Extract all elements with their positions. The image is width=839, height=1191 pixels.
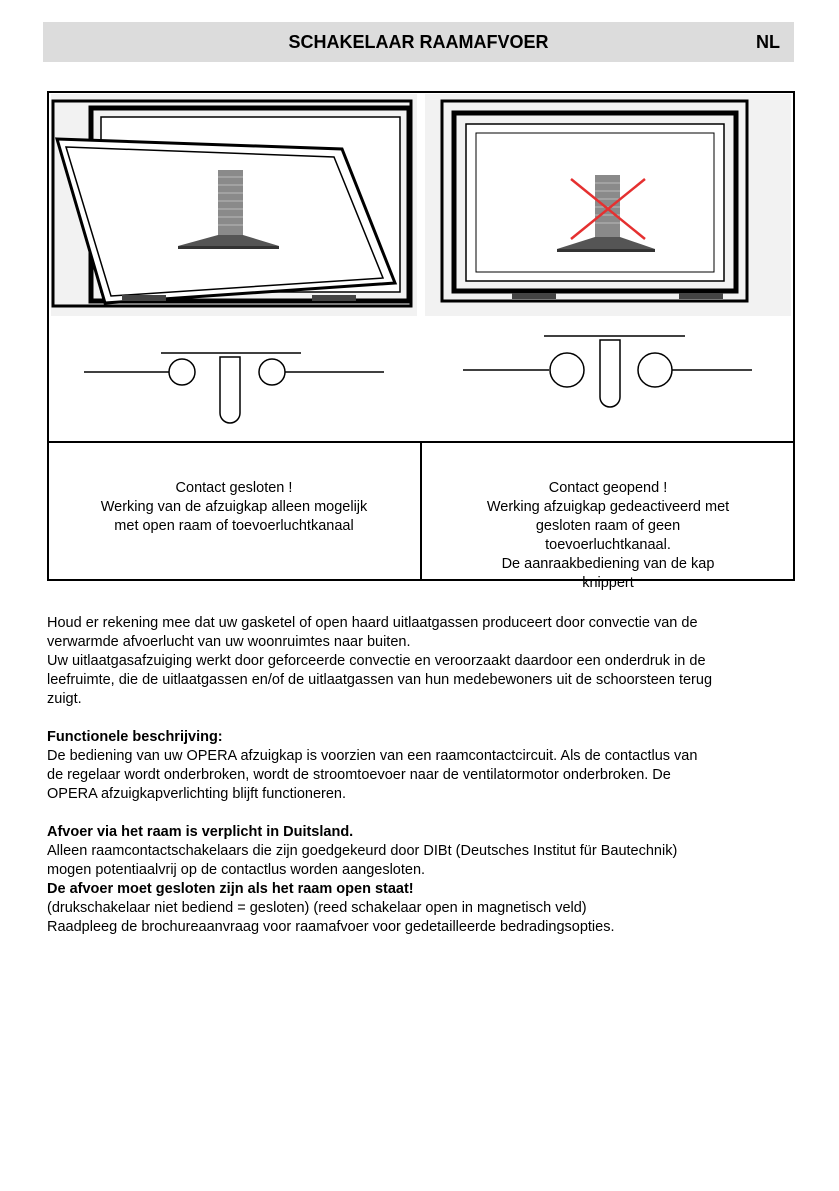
functional-heading: Functionele beschrijving: bbox=[47, 729, 223, 745]
text-line: (drukschakelaar niet bediend = gesloten) (reed schakelaar open in magnetisch veld) bbox=[47, 900, 587, 916]
text-line: OPERA afzuigkapverlichting blijft functioneren. bbox=[47, 786, 347, 802]
switch-closed-symbol bbox=[84, 353, 384, 423]
closed-window-illustration bbox=[425, 94, 791, 316]
text-line: leefruimte, die de uitlaatgassen en/of de uitlaatgassen van hun medebewoners uit de schoorsteen terug bbox=[47, 672, 713, 688]
caption-line: Werking van de afzuigkap alleen mogelijk bbox=[100, 499, 368, 515]
text-line: Raadpleeg de brochureaanvraag voor raamafvoer voor gedetailleerde bedradingsopties. bbox=[47, 919, 615, 935]
page-header bbox=[43, 22, 794, 62]
window-switch-figure bbox=[47, 91, 795, 591]
text-line: Houd er rekening mee dat uw gasketel of open haard uitlaatgassen produceert door convectie van de bbox=[47, 615, 698, 631]
text-line: zuigt. bbox=[47, 691, 82, 707]
caption-line: toevoerluchtkanaal. bbox=[545, 537, 671, 553]
body-text bbox=[47, 614, 787, 937]
page-title: SCHAKELAAR RAAMAFVOER bbox=[288, 32, 549, 52]
caption-line: Contact gesloten ! bbox=[175, 480, 293, 496]
caption-contact-open bbox=[421, 465, 795, 591]
language-label: NL bbox=[756, 32, 780, 52]
caption-line: gesloten raam of geen bbox=[535, 518, 681, 534]
caption-line: knippert bbox=[582, 575, 634, 591]
hood-icon bbox=[175, 165, 285, 263]
caption-line: Werking afzuigkap gedeactiveerd met bbox=[486, 499, 730, 515]
text-line: mogen potentiaalvrij op de contactlus worden aangesloten. bbox=[47, 862, 426, 878]
caption-contact-closed bbox=[47, 465, 421, 581]
text-line: de regelaar wordt onderbroken, wordt de stroomtoevoer naar de ventilatormotor onderbroken. De bbox=[47, 767, 671, 783]
text-line: Alleen raamcontactschakelaars die zijn goedgekeurd door DIBt (Deutsches Institut für Bautechnik) bbox=[47, 843, 678, 859]
caption-line: met open raam of toevoerluchtkanaal bbox=[114, 518, 354, 534]
caption-line: De aanraakbediening van de kap bbox=[501, 556, 715, 572]
germany-heading: Afvoer via het raam is verplicht in Duitsland. bbox=[47, 824, 354, 840]
text-line: verwarmde afvoerlucht van uw woonruimtes naar buiten. bbox=[47, 634, 411, 650]
open-window-illustration bbox=[51, 94, 417, 316]
closed-warning: De afvoer moet gesloten zijn als het raam open staat! bbox=[47, 881, 414, 897]
hood-disabled-icon bbox=[555, 169, 662, 259]
text-line: Uw uitlaatgasafzuiging werkt door geforceerde convectie en veroorzaakt daardoor een onderdruk in de bbox=[47, 653, 706, 669]
caption-line: Contact geopend ! bbox=[548, 480, 668, 496]
text-line: De bediening van uw OPERA afzuigkap is voorzien van een raamcontactcircuit. Als de contactlus van bbox=[47, 748, 698, 764]
switch-open-symbol bbox=[463, 336, 752, 407]
